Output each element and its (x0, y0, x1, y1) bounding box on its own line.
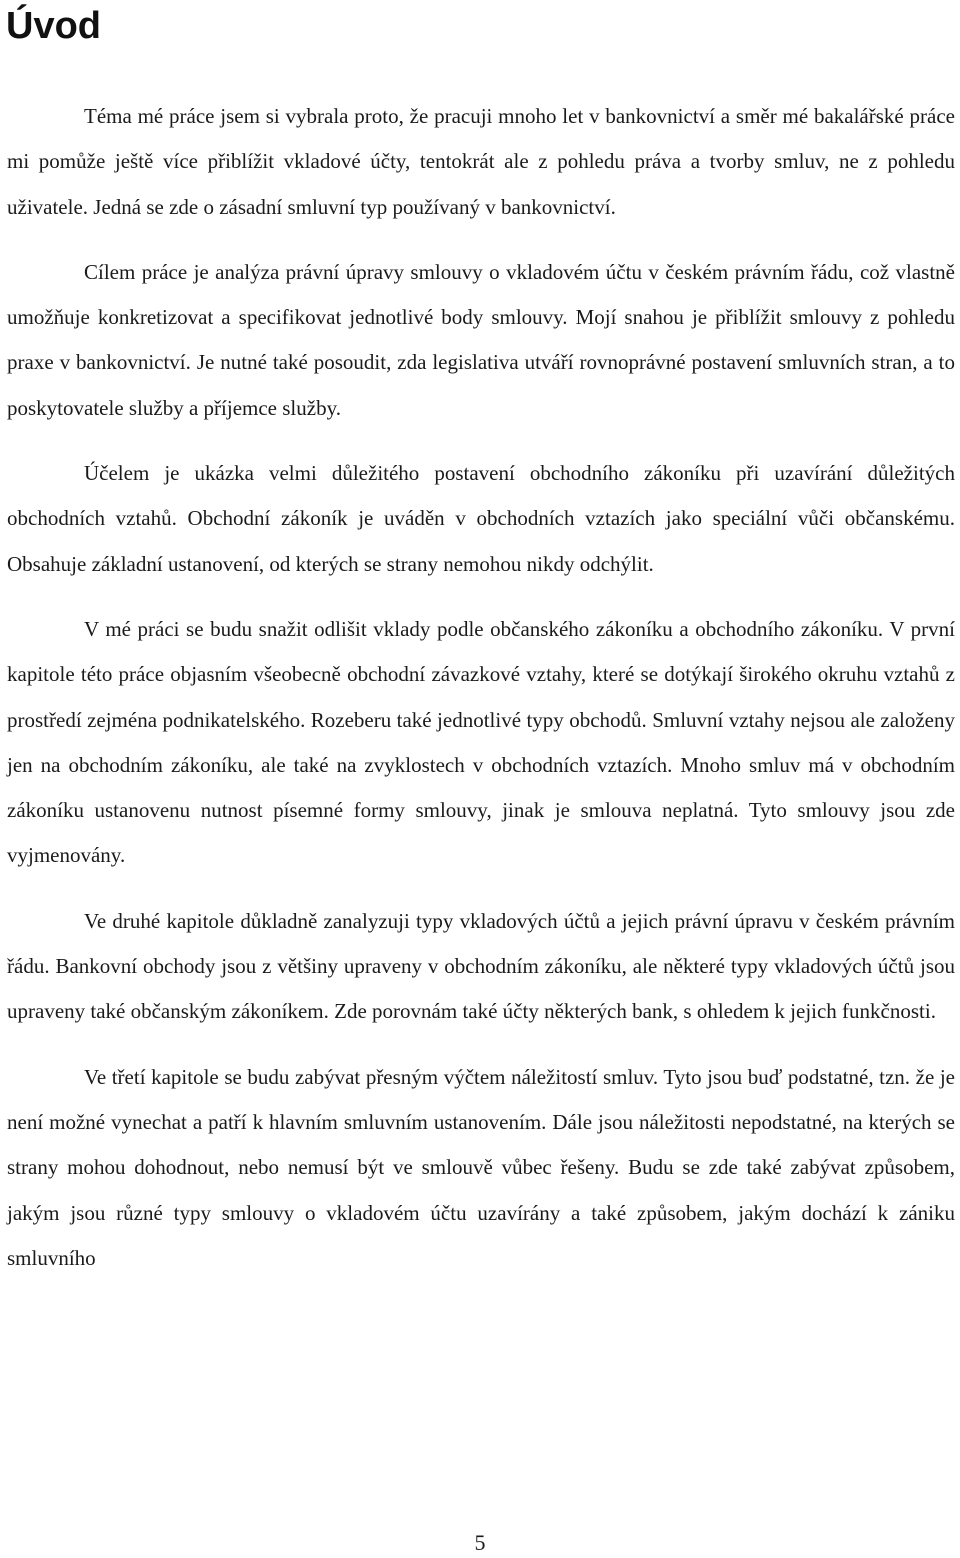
page-number: 5 (474, 1530, 486, 1555)
paragraph-1: Téma mé práce jsem si vybrala proto, že pracuji mnoho let v bankovnictví a směr mé bakalářské práce mi pomůže ještě více přiblížit vkladové účty, tentokrát ale z pohledu práva a tvorby smluv, ne z pohledu uživatele. Jedná se zde o zásadní smluvní typ používaný v bankovnictví. (7, 104, 955, 219)
paragraph-3: Účelem je ukázka velmi důležitého postavení obchodního zákoníku při uzavírání důležitých obchodních vztahů. Obchodní zákoník je uváděn v obchodních vztazích jako speciální vůči občanskému. Obsahuje základní ustanovení, od kterých se strany nemohou nikdy odchýlit. (7, 461, 955, 576)
page-title: Úvod (6, 5, 101, 47)
paragraph-5: Ve druhé kapitole důkladně zanalyzuji typy vkladových účtů a jejich právní úpravu v českém právním řádu. Bankovní obchody jsou z většiny upraveny v obchodním zákoníku, ale některé typy vkladových účtů jsou upraveny také občanským zákoníkem. Zde porovnám také účty některých bank, s ohledem k jejich funkčnosti. (7, 908, 955, 1024)
body-text (7, 94, 955, 1301)
paragraph-6: Ve třetí kapitole se budu zabývat přesným výčtem náležitostí smluv. Tyto jsou buď podstatné, tzn. že je není možné vynechat a patří k hlavním smluvním ustanovením. Dále jsou náležitosti nepodstatné, na kterých se strany mohou dohodnout, nebo nemusí být ve smlouvě vůbec řešeny. Budu se zde také zabývat způsobem, jakým jsou různé typy smlouvy o vkladovém účtu uzavírány a také způsobem, jakým dochází k zániku smluvního (7, 1064, 955, 1270)
paragraph-2: Cílem práce je analýza právní úpravy smlouvy o vkladovém účtu v českém právním řádu, což vlastně umožňuje konkretizovat a specifikovat jednotlivé body smlouvy. Mojí snahou je přiblížit smlouvy z pohledu praxe v bankovnictví. Je nutné také posoudit, zda legislativa utváří rovnoprávné postavení smluvních stran, a to poskytovatele služby a příjemce služby. (7, 259, 955, 420)
paragraph-4: V mé práci se budu snažit odlišit vklady podle občanského zákoníku a obchodního zákoníku. V první kapitole této práce objasním všeobecně obchodní závazkové vztahy, které se dotýkají širokého okruhu vztahů z prostředí zejména podnikatelského. Rozeberu také jednotlivé typy obchodů. Smluvní vztahy nejsou ale založeny jen na obchodním zákoníku, ale také na zvyklostech v obchodních vztazích. Mnoho smluv má v obchodním zákoníku ustanovenu nutnost písemné formy smlouvy, jinak je smlouva neplatná. Tyto smlouvy jsou zde vyjmenovány. (7, 616, 955, 868)
